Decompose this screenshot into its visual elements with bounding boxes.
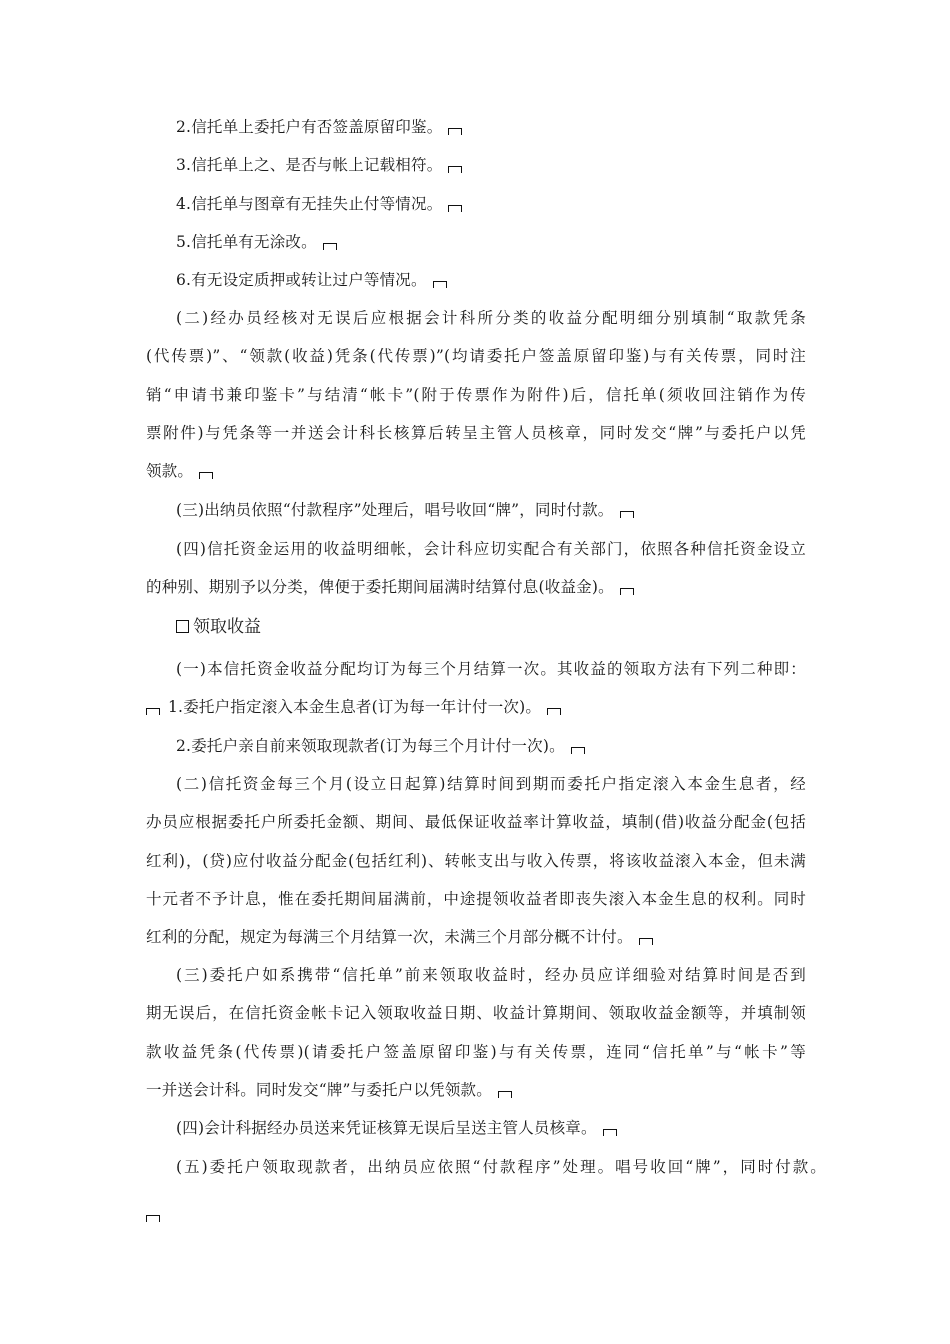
text-line	[176, 232, 337, 252]
checkbox-icon	[176, 620, 189, 633]
section-heading	[176, 616, 261, 638]
line-text: 3.信托单上之、是否与帐上记载相符。	[176, 156, 443, 174]
text-line	[176, 736, 585, 756]
paragraph-mark-icon	[448, 205, 462, 212]
paragraph-mark-icon	[146, 708, 160, 715]
text-line	[176, 155, 462, 175]
text-line	[176, 117, 462, 137]
text-line	[176, 1118, 617, 1138]
text-line: (二)经办员经核对无误后应根据会计科所分类的收益分配明细分别填制“取款凭条	[176, 309, 806, 327]
line-text: 红利的分配，规定为每满三个月结算一次，未满三个月部分概不计付。	[146, 928, 633, 946]
text-line: (四)信托资金运用的收益明细帐，会计科应切实配合有关部门，依照各种信托资金设立	[176, 540, 806, 558]
text-line	[176, 500, 634, 520]
paragraph-mark-icon	[547, 708, 561, 715]
text-line	[146, 461, 213, 481]
text-line	[176, 194, 462, 214]
text-line	[146, 697, 561, 717]
text-line: 十元者不予计息，惟在委托期间届满前，中途提领收益者即丧失滚入本金生息的权利。同时	[146, 890, 806, 908]
text-line: 办员应根据委托户所委托金额、期间、最低保证收益率计算收益，填制(借)收益分配金(包括	[146, 813, 806, 831]
paragraph-mark-icon	[146, 1215, 160, 1222]
paragraph-mark-icon	[620, 588, 634, 595]
text-line	[146, 1080, 512, 1100]
text-line: 红利)，(贷)应付收益分配金(包括红利)、转帐支出与收入传票，将该收益滚入本金，但未满	[146, 852, 806, 870]
line-text: 的种别、期别予以分类，俾便于委托期间届满时结算付息(收益金)。	[146, 578, 614, 596]
paragraph-mark-icon	[603, 1129, 617, 1136]
line-text: 领款。	[146, 462, 194, 480]
paragraph-mark-icon	[571, 747, 585, 754]
line-text: (四)会计科据经办员送来凭证核算无误后呈送主管人员核章。	[176, 1119, 597, 1137]
line-text: 1.委托户指定滚入本金生息者(订为每一年计付一次)。	[168, 698, 542, 716]
text-line	[146, 577, 634, 597]
text-line: (代传票)”、“领款(收益)凭条(代传票)”(均请委托户签盖原留印鉴)与有关传票，同时注	[146, 347, 806, 365]
text-line: (二)信托资金每三个月(设立日起算)结算时间到期而委托户指定滚入本金生息者，经	[176, 775, 806, 793]
text-line: 款收益凭条(代传票)(请委托户签盖原留印鉴)与有关传票，连同“信托单”与“帐卡”等	[146, 1043, 806, 1061]
text-line: 销“申请书兼印鉴卡”与结清“帐卡”(附于传票作为附件)后，信托单(须收回注销作为传	[146, 386, 806, 404]
paragraph-mark-icon	[448, 166, 462, 173]
text-line: (一)本信托资金收益分配均订为每三个月结算一次。其收益的领取方法有下列二种即：	[176, 660, 806, 678]
text-line: 票附件)与凭条等一并送会计科长核算后转呈主管人员核章，同时发交“牌”与委托户以凭	[146, 424, 806, 442]
paragraph-mark-icon	[433, 281, 447, 288]
text-line: (五)委托户领取现款者，出纳员应依照“付款程序”处理。唱号收回“牌”，同时付款。	[176, 1158, 826, 1176]
paragraph-mark-icon	[448, 128, 462, 135]
line-text: 2.信托单上委托户有否签盖原留印鉴。	[176, 118, 443, 136]
line-text: 5.信托单有无涂改。	[176, 233, 317, 251]
text-line	[146, 927, 653, 947]
paragraph-mark-icon	[199, 472, 213, 479]
line-text: 一并送会计科。同时发交“牌”与委托户以凭领款。	[146, 1081, 492, 1099]
text-line	[176, 270, 447, 290]
paragraph-mark-icon	[323, 243, 337, 250]
line-text: 6.有无设定质押或转让过户等情况。	[176, 271, 427, 289]
line-text: 2.委托户亲自前来领取现款者(订为每三个月计付一次)。	[176, 737, 565, 755]
paragraph-mark-icon	[620, 511, 634, 518]
paragraph-end	[146, 1204, 160, 1223]
text-line: (三)委托户如系携带“信托单”前来领取收益时，经办员应详细验对结算时间是否到	[176, 966, 806, 984]
line-text: 4.信托单与图章有无挂失止付等情况。	[176, 195, 443, 213]
paragraph-mark-icon	[639, 938, 653, 945]
text-line: 期无误后，在信托资金帐卡记入领取收益日期、收益计算期间、领取收益金额等，并填制领	[146, 1004, 806, 1022]
heading-text: 领取收益	[193, 617, 261, 637]
paragraph-mark-icon	[498, 1091, 512, 1098]
line-text: (三)出纳员依照“付款程序”处理后，唱号收回“牌”，同时付款。	[176, 501, 614, 519]
